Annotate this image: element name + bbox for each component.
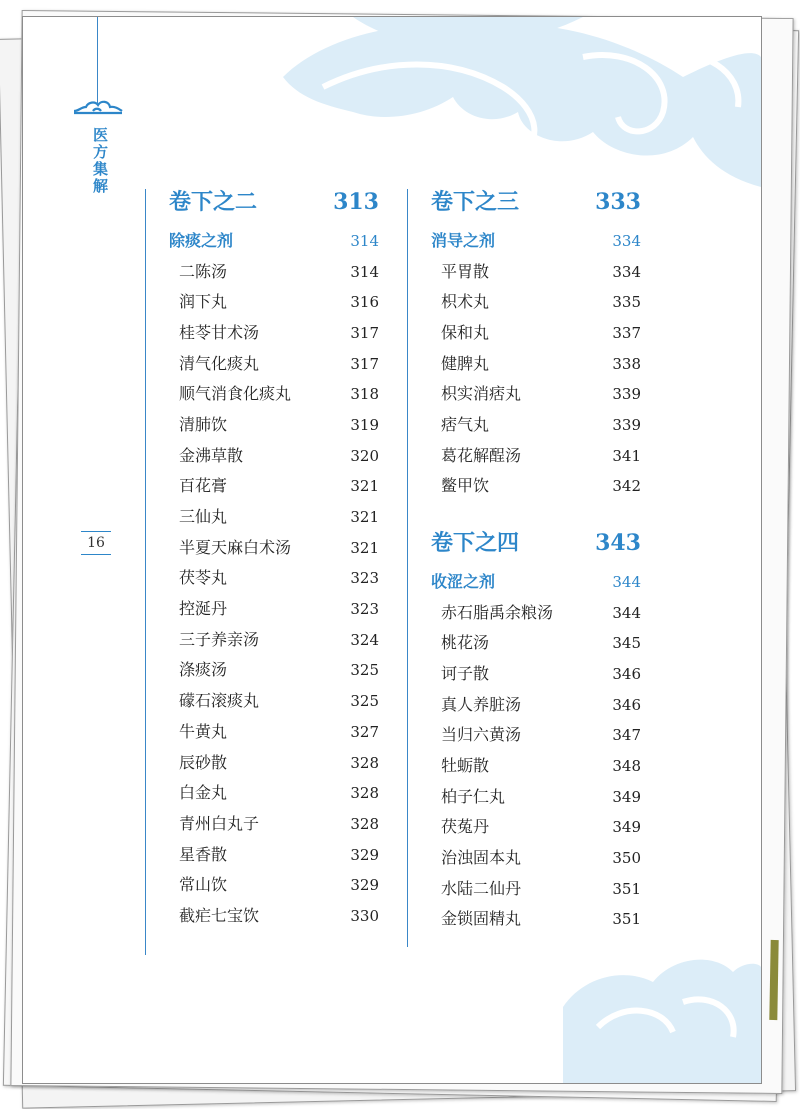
entry-page: 316 <box>350 293 379 312</box>
entry-page: 349 <box>612 818 641 837</box>
toc-entry[interactable] <box>169 320 379 351</box>
bookmark-line <box>97 17 98 103</box>
entry-title: 平胃散 <box>441 261 490 281</box>
toc-entry[interactable] <box>431 259 641 290</box>
toc-item-list <box>431 259 641 505</box>
entry-title: 常山饮 <box>179 875 228 895</box>
entry-page: 320 <box>350 446 379 465</box>
toc-entry[interactable] <box>431 443 641 474</box>
category-title: 消导之剂 <box>431 231 496 250</box>
toc-entry[interactable] <box>431 722 641 753</box>
entry-title: 水陆二仙丹 <box>441 878 522 898</box>
volume-page: 333 <box>595 189 641 215</box>
toc-entry[interactable] <box>431 906 641 937</box>
entry-page: 321 <box>350 508 379 526</box>
category-heading[interactable] <box>169 228 379 259</box>
entry-title: 枳实消痞丸 <box>441 384 522 404</box>
entry-title: 柏子仁丸 <box>441 786 506 806</box>
entry-page: 330 <box>350 906 379 925</box>
toc-entry[interactable] <box>431 814 641 845</box>
entry-page: 328 <box>350 753 379 772</box>
category-page: 344 <box>612 573 641 591</box>
toc-entry[interactable] <box>169 504 379 535</box>
entry-title: 茯菟丹 <box>441 817 490 837</box>
volume-page: 313 <box>333 189 379 215</box>
toc-entry[interactable] <box>169 811 379 842</box>
toc-entry[interactable] <box>169 657 379 688</box>
toc-entry[interactable] <box>169 596 379 627</box>
volume-heading[interactable] <box>431 185 641 223</box>
category-heading[interactable] <box>431 228 641 259</box>
volume-title: 卷下之三 <box>431 189 520 215</box>
entry-title: 赤石脂禹余粮汤 <box>441 602 554 622</box>
entry-title: 白金丸 <box>179 783 228 803</box>
toc-entry[interactable] <box>169 842 379 873</box>
entry-page: 351 <box>612 910 641 929</box>
entry-title: 保和丸 <box>441 322 490 342</box>
entry-title: 顺气消食化痰丸 <box>179 384 292 404</box>
cloud-pattern-decoration <box>23 17 761 1083</box>
entry-title: 真人养脏汤 <box>441 694 522 714</box>
toc-entry[interactable] <box>431 412 641 443</box>
toc-entry[interactable] <box>169 627 379 658</box>
entry-page: 345 <box>612 634 641 653</box>
toc-entry[interactable] <box>431 473 641 504</box>
toc-entry[interactable] <box>169 473 379 504</box>
entry-page: 317 <box>350 354 379 373</box>
book-page <box>22 16 762 1084</box>
toc-entry[interactable] <box>169 381 379 412</box>
entry-page: 328 <box>350 784 379 803</box>
entry-page: 321 <box>350 538 379 557</box>
toc-entry[interactable] <box>431 320 641 351</box>
toc-entry[interactable] <box>431 876 641 907</box>
entry-title: 辰砂散 <box>179 752 228 772</box>
entry-title: 清气化痰丸 <box>179 353 260 373</box>
toc-entry[interactable] <box>169 872 379 903</box>
toc-entry[interactable] <box>169 412 379 443</box>
entry-page: 338 <box>612 354 641 373</box>
entry-title: 润下丸 <box>179 292 228 312</box>
entry-title: 痞气丸 <box>441 414 490 434</box>
entry-title: 半夏天麻白术汤 <box>179 537 292 557</box>
toc-entry[interactable] <box>431 845 641 876</box>
toc-item-list <box>169 259 379 934</box>
toc-entry[interactable] <box>431 381 641 412</box>
entry-page: 339 <box>612 385 641 404</box>
entry-page: 329 <box>350 845 379 864</box>
category-heading[interactable] <box>431 569 641 600</box>
entry-title: 礞石滚痰丸 <box>179 691 260 711</box>
toc-entry[interactable] <box>169 903 379 934</box>
entry-title: 金锁固精丸 <box>441 909 522 929</box>
category-title: 收涩之剂 <box>431 572 496 591</box>
entry-page: 351 <box>612 879 641 898</box>
toc-entry[interactable] <box>431 630 641 661</box>
toc-entry[interactable] <box>169 443 379 474</box>
entry-page: 348 <box>612 756 641 775</box>
entry-title: 青州白丸子 <box>179 813 260 833</box>
entry-title: 星香散 <box>179 844 228 864</box>
entry-page: 319 <box>350 415 379 434</box>
entry-page: 346 <box>612 664 641 683</box>
page-stack-edge <box>769 940 778 1020</box>
entry-page: 337 <box>612 323 641 342</box>
entry-title: 鳖甲饮 <box>441 476 490 496</box>
entry-page: 321 <box>350 477 379 496</box>
column-rule <box>407 189 408 947</box>
entry-page: 339 <box>612 415 641 434</box>
entry-title: 涤痰汤 <box>179 660 228 680</box>
entry-page: 347 <box>612 726 641 745</box>
toc-column-right <box>431 185 641 937</box>
entry-title: 诃子散 <box>441 663 490 683</box>
toc-entry[interactable] <box>169 780 379 811</box>
entry-title: 三子养亲汤 <box>179 629 260 649</box>
page-number: 16 <box>81 531 111 555</box>
toc-entry[interactable] <box>431 661 641 692</box>
entry-title: 桃花汤 <box>441 633 490 653</box>
toc-item-list <box>431 600 641 938</box>
entry-page: 334 <box>612 262 641 281</box>
volume-heading[interactable] <box>431 526 641 564</box>
entry-page: 327 <box>350 722 379 741</box>
toc-entry[interactable] <box>169 719 379 750</box>
entry-title: 茯苓丸 <box>179 568 228 588</box>
category-title: 除痰之剂 <box>169 231 234 250</box>
entry-title: 当归六黄汤 <box>441 725 522 745</box>
entry-title: 牡蛎散 <box>441 755 490 775</box>
entry-page: 328 <box>350 814 379 833</box>
volume-title: 卷下之二 <box>169 189 258 215</box>
entry-title: 葛花解酲汤 <box>441 445 522 465</box>
volume-page: 343 <box>595 530 641 556</box>
entry-page: 314 <box>350 262 379 281</box>
toc-entry[interactable] <box>169 535 379 566</box>
toc-entry[interactable] <box>431 784 641 815</box>
entry-page: 323 <box>350 600 379 619</box>
entry-page: 335 <box>612 293 641 312</box>
toc-entry[interactable] <box>431 753 641 784</box>
entry-page: 346 <box>612 695 641 714</box>
toc-column-left <box>169 185 379 934</box>
toc-entry[interactable] <box>169 750 379 781</box>
entry-title: 治浊固本丸 <box>441 848 522 867</box>
entry-title: 清肺饮 <box>179 414 228 434</box>
entry-title: 控涎丹 <box>179 599 228 619</box>
entry-title: 枳术丸 <box>441 292 490 312</box>
entry-page: 324 <box>350 630 379 649</box>
series-title: 医方集解 <box>91 127 109 195</box>
entry-page: 349 <box>612 787 641 806</box>
toc-entry[interactable] <box>169 688 379 719</box>
entry-page: 318 <box>350 385 379 404</box>
cloud-emblem-icon <box>71 95 125 117</box>
entry-page: 350 <box>612 849 641 867</box>
column-rule <box>145 189 146 955</box>
volume-heading[interactable] <box>169 185 379 223</box>
entry-title: 百花膏 <box>179 476 228 496</box>
entry-title: 健脾丸 <box>441 353 490 373</box>
category-page: 314 <box>350 232 379 250</box>
toc-entry[interactable] <box>169 259 379 290</box>
toc-entry[interactable] <box>431 351 641 382</box>
entry-page: 323 <box>350 569 379 588</box>
entry-page: 325 <box>350 661 379 680</box>
entry-page: 325 <box>350 692 379 711</box>
entry-page: 329 <box>350 876 379 895</box>
entry-page: 342 <box>612 477 641 496</box>
entry-title: 牛黄丸 <box>179 721 228 741</box>
toc-entry[interactable] <box>431 600 641 631</box>
entry-title: 截疟七宝饮 <box>179 905 260 925</box>
toc-entry[interactable] <box>431 289 641 320</box>
toc-entry[interactable] <box>169 289 379 320</box>
toc-entry[interactable] <box>169 565 379 596</box>
toc-entry[interactable] <box>169 351 379 382</box>
entry-page: 317 <box>350 323 379 342</box>
entry-title: 金沸草散 <box>179 445 244 465</box>
entry-page: 341 <box>612 446 641 465</box>
entry-page: 344 <box>612 603 641 622</box>
toc-entry[interactable] <box>431 692 641 723</box>
volume-title: 卷下之四 <box>431 530 520 556</box>
entry-title: 三仙丸 <box>179 507 228 526</box>
entry-title: 二陈汤 <box>179 261 228 281</box>
entry-title: 桂苓甘术汤 <box>179 322 260 342</box>
category-page: 334 <box>612 232 641 250</box>
